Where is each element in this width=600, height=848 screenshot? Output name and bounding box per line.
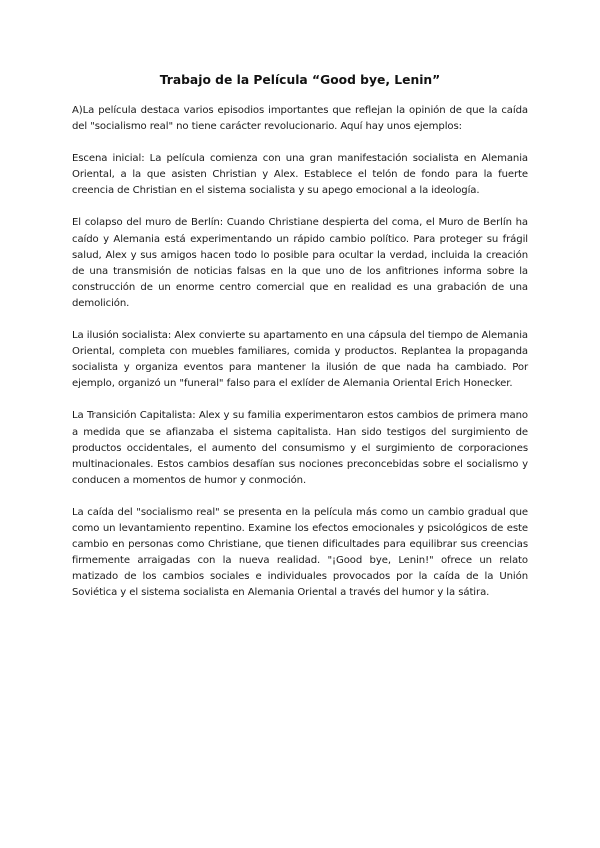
- paragraph-intro: A)La película destaca varios episodios importantes que reflejan la opinión de que la caída del "socialismo real" no tiene carácter revolucionario. Aquí hay unos ejemplos:: [72, 105, 528, 133]
- paragraph-berlin-wall: El colapso del muro de Berlín: Cuando Christiane despierta del coma, el Muro de Berlín ha caído y Alemania está experimentando un rápido cambio político. Para proteger su frágil salud, Alex y sus amigos hacen todo lo posible para ocultar la verdad, incluida la creación de una transmisión de noticias falsas en la que uno de los anfitriones informa sobre la construcción de un enorme centro comercial que en realidad es una grabación de una demolición.: [72, 217, 528, 309]
- paragraph-capitalist-transition: La Transición Capitalista: Alex y su familia experimentaron estos cambios de primera mano a medida que se afianzaba el sistema capitalista. Han sido testigos del surgimiento de productos occidentales, el aumento del consumismo y el surgimiento de corporaciones multinacionales. Estos cambios desafían sus nociones preconcebidas sobre el socialismo y conducen a momentos de humor y conmoción.: [72, 410, 528, 486]
- paragraph-opening-scene: Escena inicial: La película comienza con una gran manifestación socialista en Alemania Oriental, a la que asisten Christian y Alex. Establece el telón de fondo para la fuerte creencia de Christian en el sistema socialista y su apego emocional a la ideología.: [72, 153, 528, 197]
- document-title: Trabajo de la Película “Good bye, Lenin”: [159, 73, 441, 87]
- paragraph-conclusion: La caída del "socialismo real" se presenta en la película más como un cambio gradual que como un levantamiento repentino. Examine los efectos emocionales y psicológicos de este cambio en personas como Christiane, que tienen dificultades para equilibrar sus creencias firmemente arraigadas con la nueva realidad. "¡Good bye, Lenin!" ofrece un relato matizado de los cambios sociales e individuales provocados por la caída de la Unión Soviética y el sistema socialista en Alemania Oriental a través del humor y la sátira.: [72, 506, 528, 599]
- document-body: [72, 103, 528, 617]
- paragraph-socialist-illusion: La ilusión socialista: Alex convierte su apartamento en una cápsula del tiempo de Alemania Oriental, completa con muebles familiares, comida y productos. Replantea la propaganda socialista y organiza eventos para mantener la ilusión de que nada ha cambiado. Por ejemplo, organizó un "funeral" falso para el exlíder de Alemania Oriental Erich Honecker.: [72, 330, 528, 390]
